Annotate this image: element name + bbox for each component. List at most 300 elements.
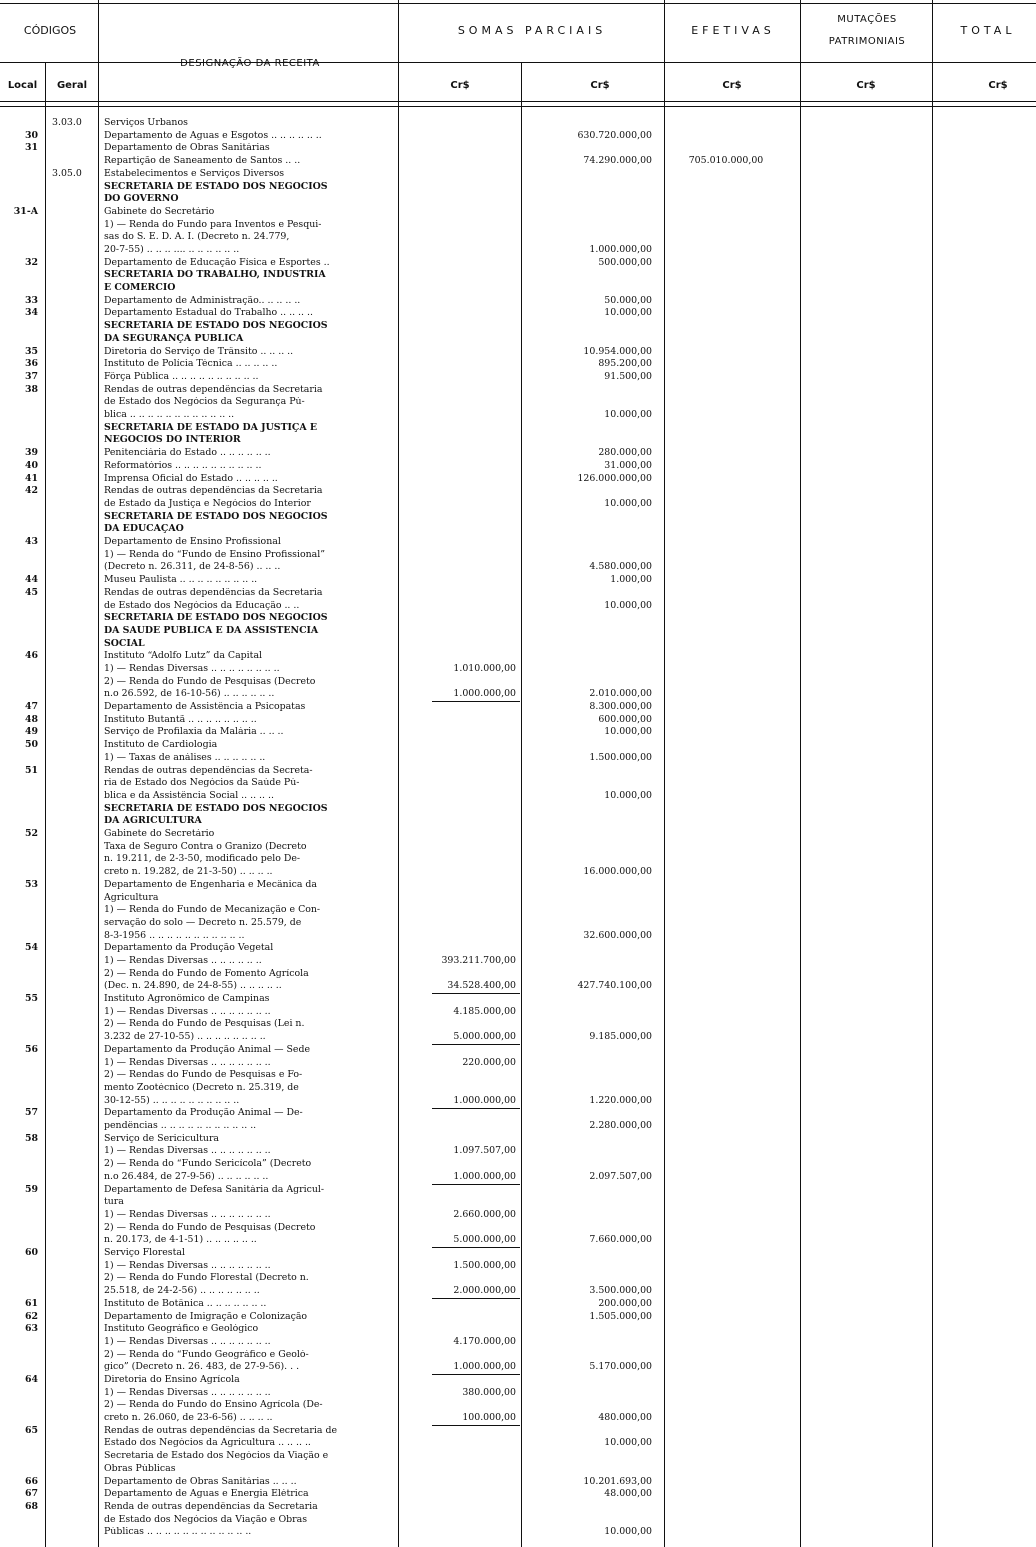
cell-local: 30	[24, 129, 38, 141]
table-row	[0, 588, 1036, 598]
cell-s2: 2.280.000,00	[589, 1120, 652, 1131]
table-row	[0, 1362, 1036, 1372]
table-row	[0, 1350, 1036, 1360]
cell-s2: 2.097.507,00	[589, 1170, 652, 1182]
table-row	[0, 727, 1036, 737]
cell-s2: 200.000,00	[598, 1297, 652, 1309]
cell-des: SECRETARIA DE ESTADO DOS NEGÓCIOS	[104, 321, 328, 332]
table-row	[0, 1286, 1036, 1296]
cell-s2: 7.660.000,00	[589, 1234, 652, 1246]
table-row	[0, 854, 1036, 864]
table-row	[0, 372, 1036, 382]
cell-local: 58	[24, 1132, 38, 1144]
table-row	[0, 1299, 1036, 1309]
cell-des: Diretoria do Ensino Agrícola	[104, 1374, 240, 1385]
cell-s2: 427.740.100,00	[577, 980, 652, 992]
cell-des: E COMÉRCIO	[104, 283, 176, 294]
cell-des: Serviço de Sericicultura	[104, 1133, 220, 1144]
cell-des: Fôrça Pública .. .. .. .. .. .. .. .. .. ..	[104, 371, 259, 382]
cell-des: 8-3-1956 .. .. .. .. .. .. .. .. .. .. ..	[104, 930, 245, 941]
cell-des: Estado dos Negócios da Agricultura .. .. .. ..	[104, 1438, 311, 1449]
cell-des: de Estado dos Negócios da Segurança Pú-	[104, 397, 305, 408]
cell-local: 39	[24, 447, 38, 459]
table-row	[0, 537, 1036, 547]
cell-des: 1) — Renda do “Fundo de Ensino Profissional”	[104, 549, 326, 560]
table-row	[0, 1527, 1036, 1537]
cell-s1: 1.000.000,00	[453, 1170, 516, 1182]
cell-des: n. 19.211, de 2-3-50, modificado pelo De-	[104, 854, 301, 865]
currency-mutacoes: Cr$	[856, 80, 876, 91]
currency-total: Cr$	[988, 80, 1008, 91]
header-bottom-rule-2	[0, 106, 1036, 107]
table-row	[0, 131, 1036, 141]
header-bottom-rule	[0, 101, 1036, 102]
cell-local: 47	[24, 701, 38, 712]
table-row	[0, 1375, 1036, 1385]
table-row	[0, 689, 1036, 699]
cell-des: de Estado dos Negócios da Educação .. ..	[104, 600, 300, 611]
cell-local: 54	[24, 942, 38, 954]
cell-local: 67	[24, 1488, 38, 1500]
cell-s2: 74.290.000,00	[583, 155, 652, 167]
cell-des: 1) — Rendas Diversas .. .. .. .. .. .. ..	[104, 1006, 271, 1017]
cell-des: DA EDUCAÇÃO	[104, 524, 184, 535]
cell-local: 38	[24, 383, 38, 395]
table-row	[0, 791, 1036, 801]
cell-s2: 480.000,00	[598, 1412, 652, 1423]
table-row	[0, 1515, 1036, 1525]
cell-des: Departamento de Águas e Energia Elétrica	[104, 1489, 309, 1500]
cell-s2: 10.000,00	[604, 726, 652, 738]
table-row	[0, 550, 1036, 560]
cell-s2: 48.000,00	[604, 1488, 652, 1500]
cell-des: Estabelecimentos e Serviços Diversos	[104, 168, 285, 179]
cell-s1: 1.010.000,00	[453, 662, 516, 674]
cell-s1: 4.170.000,00	[453, 1335, 516, 1347]
cell-des: Secretaria de Estado dos Negócios da Viação e	[104, 1451, 329, 1462]
cell-des: Departamento da Produção Vegetal	[104, 943, 274, 954]
cell-des: Imprensa Oficial do Estado .. .. .. .. ..	[104, 473, 278, 484]
table-row	[0, 943, 1036, 953]
table-row	[0, 321, 1036, 331]
cell-s2: 3.500.000,00	[589, 1285, 652, 1297]
cell-s2: 10.000,00	[604, 307, 652, 319]
table-row	[0, 1235, 1036, 1245]
cell-local: 34	[24, 307, 38, 319]
table-row	[0, 334, 1036, 344]
table-row	[0, 448, 1036, 458]
table-row	[0, 474, 1036, 484]
table-row	[0, 359, 1036, 369]
cell-local: 53	[24, 878, 38, 890]
table-row	[0, 1121, 1036, 1131]
cell-s1: 1.097.507,00	[453, 1145, 516, 1157]
table-row	[0, 1248, 1036, 1258]
table-row	[0, 499, 1036, 509]
table-row	[0, 182, 1036, 192]
cell-local: 63	[24, 1323, 38, 1335]
header-somas-parciais: SOMAS PARCIAIS	[457, 24, 607, 37]
cell-des: DA SAÚDE PÚBLICA E DA ASSISTÊNCIA	[104, 625, 319, 636]
cell-des: Departamento de Obras Sanitárias .. .. ..	[104, 1476, 297, 1487]
cell-des: SECRETARIA DE ESTADO DOS NEGÓCIOS	[104, 613, 328, 624]
cell-local: 36	[24, 358, 38, 370]
table-row	[0, 880, 1036, 890]
table-row	[0, 524, 1036, 534]
table-row	[0, 1400, 1036, 1410]
cell-des: Diretoria do Serviço de Trânsito .. .. .. ..	[104, 346, 294, 357]
cell-des: Departamento de Administração.. .. .. .. ..	[104, 295, 301, 306]
cell-des: 1) — Rendas Diversas .. .. .. .. .. .. ..	[104, 1209, 271, 1220]
cell-des: Departamento da Produção Animal — Sede	[104, 1044, 311, 1055]
cell-des: 1) — Rendas Diversas .. .. .. .. .. .. ..	[104, 1146, 271, 1157]
table-row	[0, 1413, 1036, 1423]
cell-des: Públicas .. .. .. .. .. .. .. .. .. .. .. ..	[104, 1527, 252, 1538]
table-row	[0, 1502, 1036, 1512]
cell-des: Instituto de Polícia Técnica .. .. .. .. ..	[104, 359, 278, 370]
cell-s2: 600.000,00	[598, 713, 652, 725]
cell-s2: 10.000,00	[604, 497, 652, 509]
cell-des: SECRETARIA DE ESTADO DOS NEGÓCIOS	[104, 803, 328, 814]
table-row	[0, 867, 1036, 877]
table-row	[0, 486, 1036, 496]
cell-des: Rendas de outras dependências da Secretaria	[104, 587, 323, 598]
cell-des: Departamento Estadual do Trabalho .. .. .. ..	[104, 308, 313, 319]
cell-des: Reformatórios .. .. .. .. .. .. .. .. .. ..	[104, 460, 262, 471]
header-total: TOTAL	[960, 24, 1016, 37]
table-row	[0, 118, 1036, 128]
cell-s2: 50.000,00	[604, 294, 652, 306]
table-row	[0, 740, 1036, 750]
cell-s1: 2.000.000,00	[453, 1285, 516, 1297]
table-row	[0, 1223, 1036, 1233]
cell-des: Departamento da Produção Animal — De-	[104, 1108, 303, 1119]
cell-des: Departamento de Ensino Profissional	[104, 537, 281, 547]
table-row	[0, 842, 1036, 852]
cell-des: Instituto Agronômico de Campinas	[104, 994, 270, 1005]
cell-s1: 1.000.000,00	[453, 1361, 516, 1373]
cell-des: SOCIAL	[104, 638, 145, 649]
table-row	[0, 601, 1036, 611]
cell-des: Departamento de Defesa Sanitária da Agricul-	[104, 1184, 325, 1195]
table-row	[0, 385, 1036, 395]
cell-des: blica e da Assistência Social .. .. .. ..	[104, 790, 274, 801]
table-row	[0, 1007, 1036, 1017]
table-row	[0, 245, 1036, 255]
table-row	[0, 1172, 1036, 1182]
cell-s2: 10.954.000,00	[583, 345, 652, 357]
cell-local: 66	[24, 1475, 38, 1487]
cell-des: ria de Estado dos Negócios da Saúde Pú-	[104, 778, 300, 789]
cell-local: 31	[24, 142, 38, 154]
table-row	[0, 829, 1036, 839]
table-row	[0, 1388, 1036, 1398]
cell-des: Obras Públicas	[104, 1463, 176, 1474]
cell-local: 43	[24, 536, 38, 547]
table-row	[0, 207, 1036, 217]
cell-des: Departamento de Obras Sanitárias	[104, 143, 270, 154]
cell-s2: 500.000,00	[598, 256, 652, 268]
cell-local: 45	[24, 586, 38, 598]
cell-s2: 1.505.000,00	[589, 1310, 652, 1322]
cell-s1: 1.000.000,00	[453, 688, 516, 700]
cell-local: 42	[24, 485, 38, 497]
table-row	[0, 1464, 1036, 1474]
header-mutacoes-line2: PATRIMONIAIS	[828, 36, 906, 47]
table-row	[0, 956, 1036, 966]
cell-local: 37	[24, 370, 38, 382]
table-row	[0, 918, 1036, 928]
table-row	[0, 1096, 1036, 1106]
table-row	[0, 1426, 1036, 1436]
cell-local: 35	[24, 345, 38, 357]
table-row	[0, 296, 1036, 306]
cell-des: Agricultura	[104, 892, 159, 903]
table-row	[0, 969, 1036, 979]
cell-des: Serviço de Profilaxia da Malária .. .. ..	[104, 727, 284, 738]
table-row	[0, 1108, 1036, 1118]
table-row	[0, 270, 1036, 280]
table-row	[0, 1134, 1036, 1144]
table-row	[0, 308, 1036, 318]
cell-local: 59	[24, 1183, 38, 1195]
cell-des: Departamento de Engenharia e Mecânica da	[104, 879, 317, 890]
cell-des: Repartição de Saneamento de Santos .. ..	[104, 156, 301, 167]
cell-s2: 1.000.000,00	[589, 244, 652, 255]
table-row	[0, 893, 1036, 903]
cell-des: Serviços Urbanos	[104, 118, 188, 128]
cell-des: Instituto de Cardiologia	[104, 740, 218, 751]
table-row	[0, 778, 1036, 788]
cell-des: Rendas de outras dependências da Secretaria	[104, 486, 323, 497]
cell-des: (Dec. n. 24.890, de 24-8-55) .. .. .. .. ..	[104, 981, 282, 992]
cell-local: 62	[24, 1310, 38, 1322]
top-border	[0, 3, 1036, 4]
table-row	[0, 1185, 1036, 1195]
cell-s2: 280.000,00	[598, 447, 652, 459]
cell-des: n.o 26.592, de 16-10-56) .. .. .. .. .. ..	[104, 689, 275, 700]
table-row	[0, 1083, 1036, 1093]
cell-geral: 3.03.0	[52, 117, 82, 128]
table-row	[0, 1146, 1036, 1156]
table-row	[0, 1438, 1036, 1448]
cell-s1: 34.528.400,00	[447, 980, 516, 992]
cell-des: 1) — Taxas de análises .. .. .. .. .. ..	[104, 752, 266, 763]
cell-local: 64	[24, 1373, 38, 1385]
table-row	[0, 1451, 1036, 1461]
cell-des: 3.232 de 27-10-55) .. .. .. .. .. .. .. ..	[104, 1032, 266, 1043]
table-row	[0, 804, 1036, 814]
cell-geral: 3.05.0	[52, 167, 82, 179]
cell-local: 61	[24, 1297, 38, 1309]
cell-s2: 895.200,00	[598, 358, 652, 370]
cell-des: 2) — Renda do “Fundo Sericícola” (Decreto	[104, 1159, 312, 1170]
table-row	[0, 1477, 1036, 1487]
cell-des: de Estado dos Negócios da Viação e Obras	[104, 1514, 308, 1525]
cell-s1: 393.211.700,00	[441, 955, 516, 966]
cell-des: Departamento de Águas e Esgotos .. .. .. .. .. ..	[104, 130, 322, 141]
cell-local: 40	[24, 459, 38, 471]
table-row	[0, 1273, 1036, 1283]
table-row	[0, 169, 1036, 179]
table-row	[0, 931, 1036, 941]
cell-des: Penitenciária do Estado .. .. .. .. .. ..	[104, 448, 271, 459]
cell-des: Renda de outras dependências da Secretaria	[104, 1501, 318, 1512]
table-row	[0, 1058, 1036, 1068]
cell-des: (Decreto n. 26.311, de 24-8-56) .. .. ..	[104, 562, 281, 573]
cell-des: Departamento de Educação Física e Esportes ..	[104, 257, 330, 268]
cell-s1: 5.000.000,00	[453, 1031, 516, 1043]
table-row	[0, 283, 1036, 293]
cell-des: de Estado da Justiça e Negócios do Interior	[104, 498, 311, 509]
cell-des: 1) — Renda do Fundo para Inventos e Pesqui-	[104, 219, 322, 230]
cell-des: gico” (Decreto n. 26. 483, de 27-9-56). . .	[104, 1362, 300, 1373]
table-row	[0, 1324, 1036, 1334]
table-row	[0, 677, 1036, 687]
cell-s2: 10.000,00	[604, 789, 652, 801]
header-efetivas: EFETIVAS	[691, 24, 775, 37]
cell-s1: 4.185.000,00	[453, 1005, 516, 1017]
cell-local: 50	[24, 739, 38, 751]
cell-des: DA AGRICULTURA	[104, 816, 202, 827]
currency-efetivas: Cr$	[722, 80, 742, 91]
header-local: Local	[7, 80, 38, 91]
cell-des: 1) — Rendas Diversas .. .. .. .. .. .. ..	[104, 1260, 271, 1271]
table-row	[0, 664, 1036, 674]
table-row	[0, 753, 1036, 763]
table-row	[0, 1210, 1036, 1220]
table-row	[0, 156, 1036, 166]
cell-local: 46	[24, 650, 38, 662]
table-row	[0, 461, 1036, 471]
cell-des: Instituto Geográfico e Geológico	[104, 1324, 259, 1335]
table-row	[0, 143, 1036, 153]
cell-des: sas do S. E. D. A. I. (Decreto n. 24.779,	[104, 232, 290, 243]
cell-s2: 10.000,00	[604, 1437, 652, 1449]
cell-des: Rendas de outras dependências da Secretaria de	[104, 1425, 337, 1436]
cell-s2: 31.000,00	[604, 459, 652, 471]
cell-local: 48	[24, 713, 38, 725]
cell-des: Instituto de Botânica .. .. .. .. .. .. ..	[104, 1298, 267, 1309]
table-row	[0, 1489, 1036, 1499]
cell-s2: 32.600.000,00	[583, 929, 652, 941]
cell-des: 2) — Renda do Fundo de Pesquisas (Decreto	[104, 676, 316, 687]
table-row	[0, 715, 1036, 725]
cell-local: 68	[24, 1500, 38, 1512]
cell-local: 49	[24, 726, 38, 738]
cell-local: 52	[24, 828, 38, 839]
cell-local: 57	[24, 1107, 38, 1119]
cell-des: 1) — Rendas Diversas .. .. .. .. .. ..	[104, 956, 262, 966]
table-row	[0, 575, 1036, 585]
cell-s1: 5.000.000,00	[453, 1234, 516, 1246]
cell-s2: 1.500.000,00	[589, 751, 652, 763]
table-row	[0, 347, 1036, 357]
cell-des: creto n. 19.282, de 21-3-50) .. .. .. ..	[104, 867, 273, 878]
cell-s2: 630.720.000,00	[577, 129, 652, 141]
table-row	[0, 435, 1036, 445]
table-row	[0, 981, 1036, 991]
cell-des: 2) — Renda do “Fundo Geográfico e Geoló-	[104, 1349, 309, 1360]
cell-des: Rendas de outras dependências da Secreta-	[104, 765, 313, 776]
cell-des: Gabinete do Secretário	[104, 829, 215, 839]
cell-s1: 2.660.000,00	[453, 1208, 516, 1220]
table-row	[0, 220, 1036, 230]
cell-des: Departamento de Imigração e Colonização	[104, 1311, 308, 1322]
cell-local: 65	[24, 1424, 38, 1436]
cell-s1: 100.000,00	[462, 1412, 516, 1423]
cell-des: SECRETARIA DE ESTADO DOS NEGÓCIOS	[104, 511, 328, 522]
table-row	[0, 1045, 1036, 1055]
cell-des: 25.518, de 24-2-56) .. .. .. .. .. .. ..	[104, 1286, 260, 1297]
cell-local: 51	[24, 764, 38, 776]
table-row	[0, 613, 1036, 623]
table-row	[0, 1337, 1036, 1347]
cell-des: SECRETARIA DE ESTADO DOS NEGÓCIOS	[104, 181, 328, 192]
table-row	[0, 1070, 1036, 1080]
table-row	[0, 194, 1036, 204]
cell-des: blica .. .. .. .. .. .. .. .. .. .. .. ..	[104, 410, 235, 420]
cell-s2: 91.500,00	[604, 370, 652, 382]
cell-des: SECRETARIA DO TRABALHO, INDÚSTRIA	[104, 270, 326, 281]
cell-s2: 10.000,00	[604, 599, 652, 611]
table-row	[0, 1032, 1036, 1042]
table-row	[0, 397, 1036, 407]
header-codigos: CÓDIGOS	[23, 24, 77, 37]
cell-s2: 10.000,00	[604, 1526, 652, 1538]
cell-des: Rendas de outras dependências da Secretaria	[104, 384, 323, 395]
table-row	[0, 562, 1036, 572]
cell-des: 1) — Rendas Diversas .. .. .. .. .. .. .. ..	[104, 663, 280, 674]
cell-des: Instituto “Adolfo Lutz” da Capital	[104, 651, 263, 662]
currency-somas-2: Cr$	[590, 80, 610, 91]
cell-des: 1) — Rendas Diversas .. .. .. .. .. .. ..	[104, 1387, 271, 1398]
cell-des: n.o 26.484, de 27-9-56) .. .. .. .. .. ..	[104, 1171, 269, 1182]
cell-des: NEGÓCIOS DO INTERIOR	[104, 435, 241, 446]
table-row	[0, 1312, 1036, 1322]
cell-des: 2) — Renda do Fundo do Ensino Agrícola (De-	[104, 1400, 323, 1411]
table-row	[0, 258, 1036, 268]
table-row	[0, 512, 1036, 522]
cell-des: pendências .. .. .. .. .. .. .. .. .. .. ..	[104, 1121, 257, 1131]
table-row	[0, 1261, 1036, 1271]
cell-des: DO GOVERNO	[104, 194, 179, 205]
table-row	[0, 702, 1036, 712]
cell-des: Departamento de Assistência a Psicopatas	[104, 702, 306, 712]
cell-local: 41	[24, 472, 38, 484]
cell-des: n. 20.173, de 4-1-51) .. .. .. .. .. ..	[104, 1235, 257, 1246]
cell-local: 55	[24, 993, 38, 1005]
cell-des: DA SEGURANÇA PÚBLICA	[104, 333, 244, 344]
header-mutacoes-line1: MUTAÇÕES	[837, 14, 897, 25]
cell-des: 1) — Rendas Diversas .. .. .. .. .. .. ..	[104, 1057, 271, 1068]
header-designacao: DESIGNAÇÃO DA RECEITA	[180, 58, 320, 69]
cell-local: 60	[24, 1247, 38, 1258]
cell-des: 1) — Rendas Diversas .. .. .. .. .. .. ..	[104, 1336, 271, 1347]
cell-s1: 1.500.000,00	[453, 1259, 516, 1271]
cell-s2: 5.170.000,00	[589, 1361, 652, 1373]
cell-des: Taxa de Seguro Contra o Granizo (Decreto	[104, 841, 307, 852]
table-row	[0, 626, 1036, 636]
cell-des: 2) — Renda do Fundo de Pesquisas (Decreto	[104, 1222, 316, 1233]
cell-des: 1) — Renda do Fundo de Mecanização e Con-	[104, 905, 321, 916]
cell-ef: 705.010.000,00	[688, 155, 764, 167]
cell-des: SECRETARIA DE ESTADO DA JUSTIÇA E	[104, 422, 318, 433]
cell-des: Serviço Florestal	[104, 1248, 185, 1258]
cell-des: creto n. 26.060, de 23-6-56) .. .. .. ..	[104, 1413, 273, 1423]
table-row	[0, 423, 1036, 433]
table-row	[0, 410, 1036, 420]
